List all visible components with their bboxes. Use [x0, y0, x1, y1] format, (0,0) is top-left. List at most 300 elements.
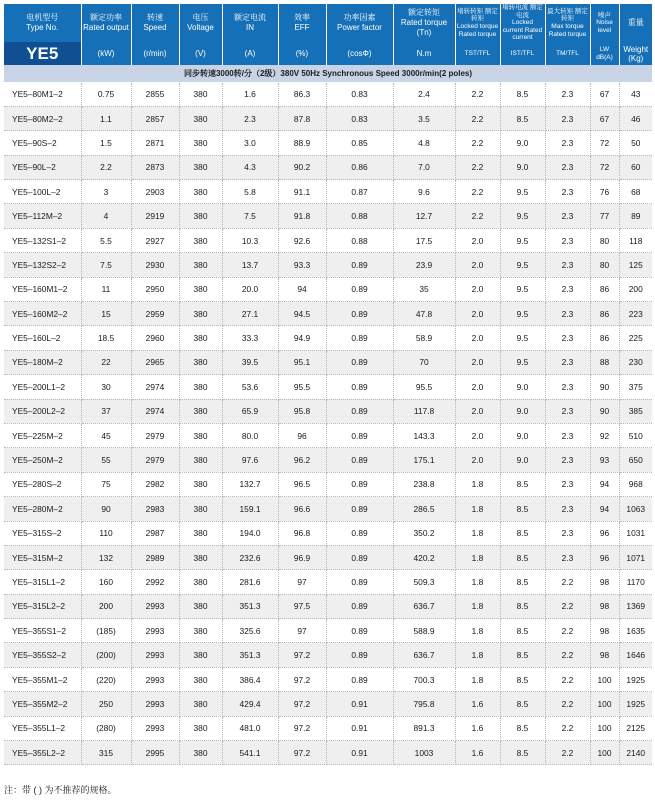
value-cell: 87.8	[278, 106, 326, 130]
value-cell: 2.3	[545, 375, 590, 399]
value-cell: 380	[179, 326, 222, 350]
header-row-units	[4, 42, 652, 65]
header-torque: 额定转矩 Rated torque (Tn)	[393, 4, 455, 42]
value-cell: 9.5	[500, 180, 545, 204]
value-cell: 2.2	[455, 155, 500, 179]
value-cell: 2960	[131, 326, 179, 350]
value-cell: 2979	[131, 448, 179, 472]
header-max-torque: 最大转矩 额定转矩 Max torque Rated torque	[545, 4, 590, 42]
value-cell: 1.8	[455, 570, 500, 594]
header-model: 电机型号 Type No.	[4, 4, 81, 42]
value-cell: 650	[619, 448, 652, 472]
table-row	[4, 472, 652, 496]
value-cell: 2.0	[455, 228, 500, 252]
value-cell: 1031	[619, 521, 652, 545]
value-cell: 46	[619, 106, 652, 130]
value-cell: 1646	[619, 643, 652, 667]
value-cell: 98	[590, 570, 619, 594]
table-row	[4, 82, 652, 106]
value-cell: 386.4	[222, 667, 278, 691]
value-cell: 2.2	[545, 570, 590, 594]
value-cell: 2125	[619, 716, 652, 740]
value-cell: 93	[590, 448, 619, 472]
value-cell: 1.6	[222, 82, 278, 106]
value-cell: 380	[179, 619, 222, 643]
value-cell: 2.2	[545, 692, 590, 716]
value-cell: 0.88	[326, 204, 393, 228]
table-row	[4, 667, 652, 691]
header-power-factor: 功率因素 Power factor	[326, 4, 393, 42]
value-cell: 1.8	[455, 472, 500, 496]
value-cell: 2140	[619, 741, 652, 765]
value-cell: 92	[590, 423, 619, 447]
value-cell: 2.0	[455, 399, 500, 423]
value-cell: 380	[179, 277, 222, 301]
model-cell: YE5–180M–2	[4, 350, 81, 374]
model-cell: YE5–355L1–2	[4, 716, 81, 740]
table-row	[4, 131, 652, 155]
value-cell: 2.2	[455, 180, 500, 204]
value-cell: 7.5	[222, 204, 278, 228]
value-cell: 8.5	[500, 667, 545, 691]
value-cell: 0.89	[326, 497, 393, 521]
value-cell: (280)	[81, 716, 131, 740]
value-cell: 2.0	[455, 277, 500, 301]
value-cell: 380	[179, 82, 222, 106]
value-cell: 67	[590, 106, 619, 130]
value-cell: 8.5	[500, 594, 545, 618]
model-cell: YE5–112M–2	[4, 204, 81, 228]
value-cell: 8.5	[500, 521, 545, 545]
value-cell: 2.3	[545, 350, 590, 374]
value-cell: 8.5	[500, 741, 545, 765]
value-cell: 37	[81, 399, 131, 423]
value-cell: 20.0	[222, 277, 278, 301]
value-cell: 90	[81, 497, 131, 521]
value-cell: 281.6	[222, 570, 278, 594]
value-cell: 97.2	[278, 667, 326, 691]
value-cell: 93.3	[278, 253, 326, 277]
value-cell: 1.6	[455, 716, 500, 740]
value-cell: 0.89	[326, 350, 393, 374]
value-cell: 8.5	[500, 106, 545, 130]
value-cell: 80.0	[222, 423, 278, 447]
value-cell: 11	[81, 277, 131, 301]
table-row	[4, 692, 652, 716]
value-cell: 97.2	[278, 716, 326, 740]
header-current: 额定电流 IN	[222, 4, 278, 42]
value-cell: 509.3	[393, 570, 455, 594]
value-cell: 86	[590, 326, 619, 350]
value-cell: 588.9	[393, 619, 455, 643]
value-cell: 143.3	[393, 423, 455, 447]
table-row	[4, 180, 652, 204]
value-cell: 17.5	[393, 228, 455, 252]
value-cell: 2.0	[455, 375, 500, 399]
value-cell: 380	[179, 228, 222, 252]
value-cell: 2.0	[455, 326, 500, 350]
value-cell: 0.88	[326, 228, 393, 252]
value-cell: 2.2	[545, 594, 590, 618]
table-row	[4, 375, 652, 399]
value-cell: 1071	[619, 545, 652, 569]
value-cell: 238.8	[393, 472, 455, 496]
value-cell: 96.2	[278, 448, 326, 472]
model-cell: YE5–132S1–2	[4, 228, 81, 252]
value-cell: 380	[179, 521, 222, 545]
value-cell: 0.89	[326, 253, 393, 277]
value-cell: 380	[179, 692, 222, 716]
value-cell: 0.86	[326, 155, 393, 179]
model-cell: YE5–132S2–2	[4, 253, 81, 277]
value-cell: 96	[590, 521, 619, 545]
value-cell: 100	[590, 667, 619, 691]
value-cell: 2.3	[545, 423, 590, 447]
value-cell: 175.1	[393, 448, 455, 472]
value-cell: 72	[590, 155, 619, 179]
value-cell: (220)	[81, 667, 131, 691]
value-cell: 2903	[131, 180, 179, 204]
table-row	[4, 716, 652, 740]
value-cell: 2.2	[455, 204, 500, 228]
table-row	[4, 594, 652, 618]
value-cell: 250	[81, 692, 131, 716]
value-cell: 2.3	[222, 106, 278, 130]
value-cell: 0.89	[326, 619, 393, 643]
model-cell: YE5–280M–2	[4, 497, 81, 521]
value-cell: 0.89	[326, 302, 393, 326]
value-cell: 2.2	[545, 619, 590, 643]
value-cell: 9.5	[500, 302, 545, 326]
value-cell: 80	[590, 228, 619, 252]
value-cell: 351.3	[222, 594, 278, 618]
value-cell: 9.5	[500, 228, 545, 252]
value-cell: 2982	[131, 472, 179, 496]
model-cell: YE5–160L–2	[4, 326, 81, 350]
value-cell: 125	[619, 253, 652, 277]
value-cell: 2992	[131, 570, 179, 594]
value-cell: 9.0	[500, 155, 545, 179]
value-cell: 380	[179, 302, 222, 326]
value-cell: 68	[619, 180, 652, 204]
value-cell: 10.3	[222, 228, 278, 252]
value-cell: 89	[619, 204, 652, 228]
value-cell: 4	[81, 204, 131, 228]
value-cell: 30	[81, 375, 131, 399]
value-cell: 9.0	[500, 423, 545, 447]
value-cell: 86	[590, 277, 619, 301]
value-cell: 2989	[131, 545, 179, 569]
unit-noise: LW dB(A)	[590, 42, 619, 65]
table-row	[4, 399, 652, 423]
header-locked-current: 堵转电流 额定电流 Locked current Rated current	[500, 4, 545, 42]
value-cell: 380	[179, 106, 222, 130]
value-cell: 429.4	[222, 692, 278, 716]
model-cell: YE5–90S–2	[4, 131, 81, 155]
value-cell: 2.3	[545, 180, 590, 204]
value-cell: 2.0	[455, 423, 500, 447]
spec-rows	[4, 82, 652, 765]
value-cell: 5.8	[222, 180, 278, 204]
value-cell: 380	[179, 180, 222, 204]
value-cell: 100	[590, 692, 619, 716]
value-cell: 380	[179, 399, 222, 423]
value-cell: 72	[590, 131, 619, 155]
value-cell: 2.4	[393, 82, 455, 106]
value-cell: 12.7	[393, 204, 455, 228]
value-cell: 1.8	[455, 619, 500, 643]
value-cell: 286.5	[393, 497, 455, 521]
table-row	[4, 619, 652, 643]
model-cell: YE5–315S–2	[4, 521, 81, 545]
value-cell: 2950	[131, 277, 179, 301]
value-cell: 636.7	[393, 594, 455, 618]
table-row	[4, 741, 652, 765]
value-cell: 0.89	[326, 594, 393, 618]
value-cell: 2965	[131, 350, 179, 374]
model-cell: YE5–100L–2	[4, 180, 81, 204]
value-cell: 96.6	[278, 497, 326, 521]
unit-power-factor: (cosΦ)	[326, 42, 393, 65]
table-row	[4, 326, 652, 350]
unit-locked-current: IST/TFL	[500, 42, 545, 65]
table-row	[4, 448, 652, 472]
table-row	[4, 228, 652, 252]
sync-speed-label: 同步转速3000转/分（2级）380V 50Hz Synchronous Speed 3000r/min(2 poles)	[4, 65, 652, 82]
value-cell: 0.75	[81, 82, 131, 106]
value-cell: 0.89	[326, 399, 393, 423]
value-cell: 2.3	[545, 302, 590, 326]
value-cell: 2.3	[545, 497, 590, 521]
value-cell: 97.2	[278, 692, 326, 716]
value-cell: 0.91	[326, 741, 393, 765]
value-cell: 2.2	[81, 155, 131, 179]
value-cell: 80	[590, 253, 619, 277]
footnote: 注：带 ( ) 为不推荐的规格。	[4, 785, 117, 795]
value-cell: 90	[590, 375, 619, 399]
value-cell: 1925	[619, 667, 652, 691]
value-cell: 90.2	[278, 155, 326, 179]
header-noise: 噪声 Noise level	[590, 4, 619, 42]
table-row	[4, 497, 652, 521]
value-cell: 2.0	[455, 302, 500, 326]
value-cell: 117.8	[393, 399, 455, 423]
value-cell: 8.5	[500, 570, 545, 594]
value-cell: 94	[590, 497, 619, 521]
value-cell: 0.91	[326, 692, 393, 716]
model-cell: YE5–280S–2	[4, 472, 81, 496]
value-cell: 97.6	[222, 448, 278, 472]
value-cell: 8.5	[500, 472, 545, 496]
value-cell: 2993	[131, 716, 179, 740]
value-cell: 2.3	[545, 106, 590, 130]
value-cell: 1.6	[455, 741, 500, 765]
sync-speed-row	[4, 65, 652, 82]
value-cell: 2974	[131, 375, 179, 399]
value-cell: 23.9	[393, 253, 455, 277]
model-cell: YE5–355L2–2	[4, 741, 81, 765]
value-cell: 0.89	[326, 423, 393, 447]
value-cell: 100	[590, 716, 619, 740]
value-cell: 2.0	[455, 350, 500, 374]
value-cell: 8.5	[500, 643, 545, 667]
value-cell: 97.5	[278, 594, 326, 618]
value-cell: 225	[619, 326, 652, 350]
value-cell: 92.6	[278, 228, 326, 252]
table-row	[4, 643, 652, 667]
value-cell: 200	[619, 277, 652, 301]
value-cell: 8.5	[500, 716, 545, 740]
value-cell: 22	[81, 350, 131, 374]
model-cell: YE5–80M2–2	[4, 106, 81, 130]
value-cell: 97.2	[278, 643, 326, 667]
value-cell: 380	[179, 570, 222, 594]
value-cell: 0.89	[326, 277, 393, 301]
value-cell: 1170	[619, 570, 652, 594]
model-cell: YE5–315M–2	[4, 545, 81, 569]
value-cell: 2919	[131, 204, 179, 228]
value-cell: 15	[81, 302, 131, 326]
value-cell: 0.89	[326, 545, 393, 569]
value-cell: 2.3	[545, 253, 590, 277]
model-cell: YE5–355M1–2	[4, 667, 81, 691]
value-cell: 3	[81, 180, 131, 204]
value-cell: 0.89	[326, 375, 393, 399]
header-weight: 重量	[619, 4, 652, 42]
table-row	[4, 253, 652, 277]
value-cell: 510	[619, 423, 652, 447]
value-cell: 9.0	[500, 131, 545, 155]
value-cell: 380	[179, 643, 222, 667]
value-cell: 7.5	[81, 253, 131, 277]
value-cell: 0.89	[326, 521, 393, 545]
value-cell: 380	[179, 375, 222, 399]
value-cell: 9.5	[500, 253, 545, 277]
motor-spec-sheet	[4, 4, 652, 765]
value-cell: 375	[619, 375, 652, 399]
value-cell: 9.5	[500, 204, 545, 228]
model-cell: YE5–355S2–2	[4, 643, 81, 667]
value-cell: 0.87	[326, 180, 393, 204]
value-cell: 380	[179, 545, 222, 569]
header-eff: 效率 EFF	[278, 4, 326, 42]
value-cell: 97	[278, 570, 326, 594]
value-cell: 2.3	[545, 155, 590, 179]
value-cell: 795.8	[393, 692, 455, 716]
value-cell: 94.5	[278, 302, 326, 326]
value-cell: 8.5	[500, 497, 545, 521]
value-cell: 2.3	[545, 545, 590, 569]
value-cell: 2930	[131, 253, 179, 277]
value-cell: 132	[81, 545, 131, 569]
value-cell: 2.3	[545, 472, 590, 496]
table-row	[4, 155, 652, 179]
value-cell: 118	[619, 228, 652, 252]
value-cell: 385	[619, 399, 652, 423]
value-cell: 76	[590, 180, 619, 204]
value-cell: 4.3	[222, 155, 278, 179]
value-cell: 2.3	[545, 228, 590, 252]
value-cell: 88	[590, 350, 619, 374]
value-cell: 98	[590, 643, 619, 667]
value-cell: 380	[179, 204, 222, 228]
value-cell: 200	[81, 594, 131, 618]
model-cell: YE5–200L2–2	[4, 399, 81, 423]
value-cell: 2.2	[455, 82, 500, 106]
value-cell: 2.0	[455, 253, 500, 277]
value-cell: 2857	[131, 106, 179, 130]
value-cell: 380	[179, 497, 222, 521]
value-cell: 98	[590, 594, 619, 618]
value-cell: 380	[179, 667, 222, 691]
value-cell: 53.6	[222, 375, 278, 399]
value-cell: 380	[179, 131, 222, 155]
value-cell: 1.8	[455, 545, 500, 569]
value-cell: 95.5	[278, 375, 326, 399]
header-row-names	[4, 4, 652, 42]
value-cell: 9.5	[500, 326, 545, 350]
unit-locked-torque: TST/TFL	[455, 42, 500, 65]
value-cell: 43	[619, 82, 652, 106]
value-cell: 86	[590, 302, 619, 326]
value-cell: 700.3	[393, 667, 455, 691]
value-cell: 77	[590, 204, 619, 228]
value-cell: 96.9	[278, 545, 326, 569]
value-cell: 132.7	[222, 472, 278, 496]
value-cell: 96	[278, 423, 326, 447]
value-cell: 8.5	[500, 619, 545, 643]
model-cell: YE5–315L1–2	[4, 570, 81, 594]
value-cell: 94.9	[278, 326, 326, 350]
value-cell: 100	[590, 741, 619, 765]
value-cell: 380	[179, 155, 222, 179]
value-cell: (185)	[81, 619, 131, 643]
value-cell: 1635	[619, 619, 652, 643]
value-cell: 481.0	[222, 716, 278, 740]
table-row	[4, 350, 652, 374]
value-cell: 968	[619, 472, 652, 496]
unit-max-torque: TM/TFL	[545, 42, 590, 65]
value-cell: 1.8	[455, 667, 500, 691]
model-cell: YE5–90L–2	[4, 155, 81, 179]
unit-weight: Weight (Kg)	[619, 42, 652, 65]
value-cell: 2.2	[545, 716, 590, 740]
table-row	[4, 423, 652, 447]
value-cell: 1.8	[455, 643, 500, 667]
value-cell: 2927	[131, 228, 179, 252]
value-cell: 2.2	[455, 131, 500, 155]
value-cell: 2.2	[545, 643, 590, 667]
unit-torque: N.m	[393, 42, 455, 65]
unit-current: (A)	[222, 42, 278, 65]
header-voltage: 电压 Voltage	[179, 4, 222, 42]
value-cell: 8.5	[500, 692, 545, 716]
table-row	[4, 545, 652, 569]
value-cell: 2.3	[545, 448, 590, 472]
value-cell: 1.8	[455, 594, 500, 618]
value-cell: 75	[81, 472, 131, 496]
value-cell: 47.8	[393, 302, 455, 326]
value-cell: 50	[619, 131, 652, 155]
value-cell: 65.9	[222, 399, 278, 423]
header-locked-torque: 堵转转矩 额定转矩 Locked torque Rated torque	[455, 4, 500, 42]
value-cell: 0.89	[326, 667, 393, 691]
value-cell: 58.9	[393, 326, 455, 350]
value-cell: 1.6	[455, 692, 500, 716]
value-cell: 2.2	[545, 741, 590, 765]
value-cell: 110	[81, 521, 131, 545]
value-cell: 96	[590, 545, 619, 569]
